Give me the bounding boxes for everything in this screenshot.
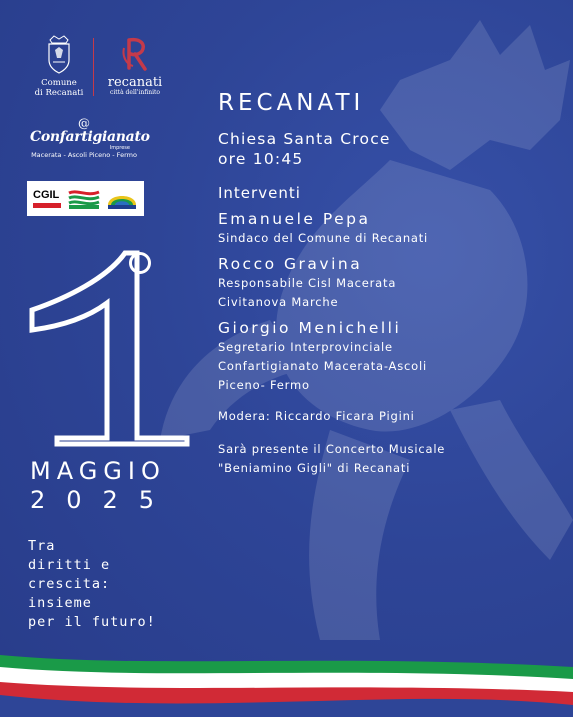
cgil-logo-text: CGIL [33, 189, 60, 201]
cisl-logo-icon [67, 188, 101, 210]
speaker-block [218, 209, 558, 248]
concert-line: Sarà presente il Concerto Musicale [218, 442, 446, 456]
month-label: MAGGIO [30, 457, 166, 485]
slogan-line: Tra [28, 538, 56, 554]
recanati-r-icon [120, 36, 150, 72]
speaker-role: Piceno- Fermo [218, 378, 310, 392]
slogan-line: insieme [28, 595, 92, 611]
speaker-role: Civitanova Marche [218, 295, 339, 309]
speaker-name: Giorgio Menichelli [218, 319, 402, 337]
slogan-line: diritti e [28, 557, 111, 573]
recanati-logo-name: recanati [107, 75, 163, 90]
big-number-one [22, 248, 197, 448]
event-place: Chiesa Santa Croce [218, 130, 391, 148]
cgil-bar [33, 203, 61, 208]
year-label: 2025 [30, 486, 176, 514]
speaker-role: Confartigianato Macerata-Ascoli [218, 359, 427, 373]
confartigianato-imprese: Imprese [109, 145, 130, 151]
moderator: Modera: Riccardo Ficara Pigini [218, 409, 415, 423]
degree-symbol [129, 252, 151, 274]
recanati-logo-sub: città dell'infinito [109, 89, 161, 96]
event-details [218, 90, 558, 478]
comune-line1: Comune [41, 78, 77, 88]
concert-line: "Beniamino Gigli" di Recanati [218, 461, 411, 475]
speaker-block [218, 254, 558, 312]
speaker-block [218, 318, 558, 395]
uil-logo-icon [105, 187, 139, 211]
speaker-role: Sindaco del Comune di Recanati [218, 231, 429, 245]
italian-flag-wave [0, 647, 573, 717]
crest-icon [45, 34, 73, 74]
confartigianato-name: Confartigianato [30, 129, 150, 145]
confartigianato-provinces: Macerata - Ascoli Piceno - Fermo [31, 151, 137, 159]
slogan-line: crescita: [28, 576, 111, 592]
unions-logo [27, 181, 144, 216]
event-time: ore 10:45 [218, 150, 304, 168]
confartigianato-at-icon: @ [78, 116, 90, 130]
logo-divider [93, 38, 94, 96]
interventi-heading: Interventi [218, 184, 301, 202]
speaker-name: Emanuele Pepa [218, 210, 371, 228]
speaker-role: Responsabile Cisl Macerata [218, 276, 397, 290]
comune-line2: di Recanati [34, 88, 84, 98]
city-title: RECANATI [218, 90, 365, 116]
slogan [28, 537, 156, 632]
slogan-line: per il futuro! [28, 614, 156, 630]
comune-logo [30, 34, 88, 98]
confartigianato-logo [30, 116, 150, 160]
speaker-role: Segretario Interprovinciale [218, 340, 393, 354]
recanati-logo [100, 36, 170, 97]
speaker-name: Rocco Gravina [218, 255, 363, 273]
